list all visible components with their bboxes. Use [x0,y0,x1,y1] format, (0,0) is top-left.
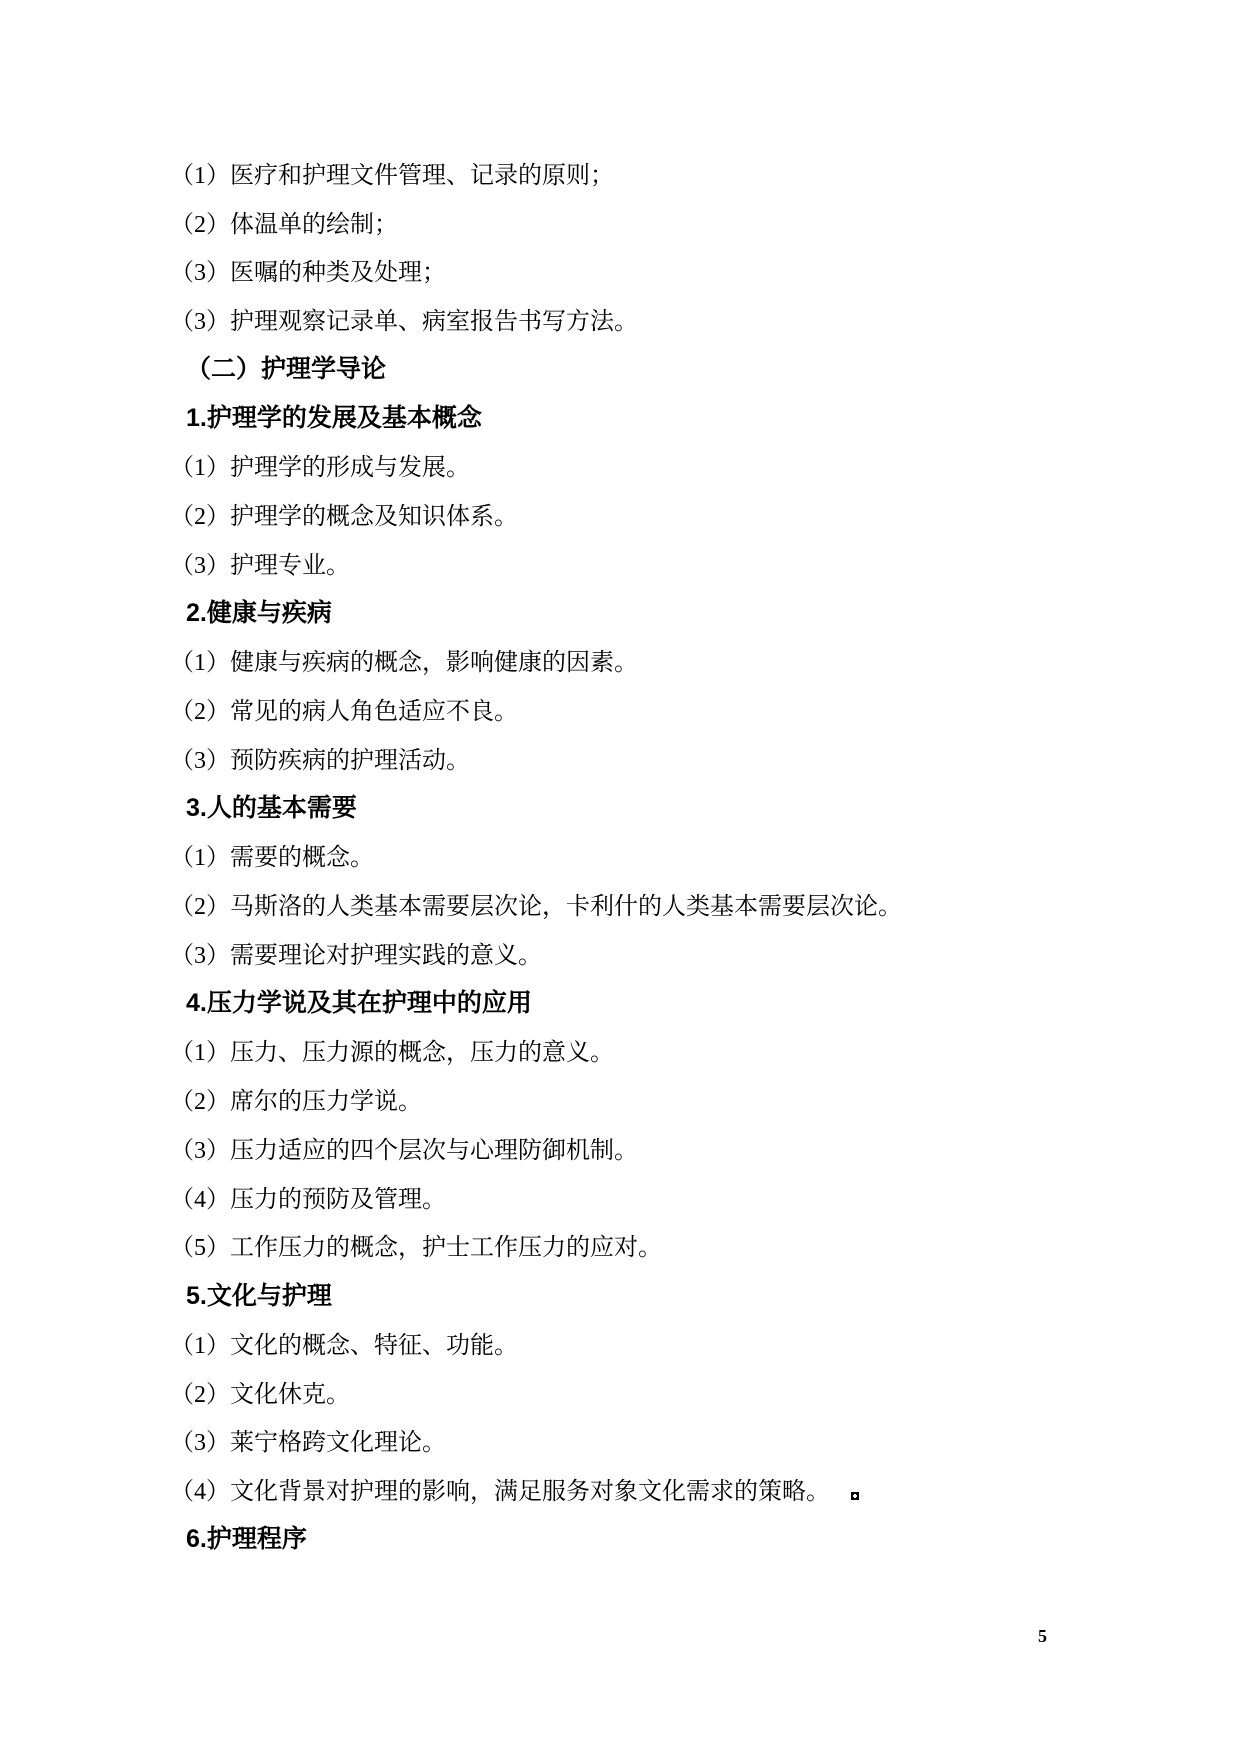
outline-item: （3）医嘱的种类及处理； [170,260,446,287]
outline-item: （5）工作压力的概念，护士工作压力的应对。 [170,1235,662,1262]
outline-item: （2）常见的病人角色适应不良。 [170,699,518,726]
outline-item: （3）预防疾病的护理活动。 [170,747,470,774]
topic-heading: 6.护理程序 [186,1525,307,1554]
outline-item: （1）健康与疾病的概念，影响健康的因素。 [170,650,638,677]
outline-item: （2）护理学的概念及知识体系。 [170,504,518,531]
outline-item: （1）护理学的形成与发展。 [170,455,470,482]
outline-item: （1）医疗和护理文件管理、记录的原则； [170,162,614,189]
outline-item: （3）护理观察记录单、病室报告书写方法。 [170,309,638,336]
outline-item: （1）需要的概念。 [170,845,374,872]
topic-heading: 1.护理学的发展及基本概念 [186,404,482,433]
page-number: 5 [1038,1626,1047,1646]
outline-item: （3）莱宁格跨文化理论。 [170,1430,446,1457]
outline-item: （4）文化背景对护理的影响，满足服务对象文化需求的策略。 [170,1479,830,1506]
outline-item: （4）压力的预防及管理。 [170,1186,446,1213]
topic-heading: 2.健康与疾病 [186,599,332,628]
outline-item: （2）马斯洛的人类基本需要层次论，卡利什的人类基本需要层次论。 [170,894,902,921]
outline-item: （3）需要理论对护理实践的意义。 [170,942,542,969]
topic-heading: 4.压力学说及其在护理中的应用 [186,989,532,1018]
topic-heading: 5.文化与护理 [186,1281,332,1310]
section-heading: （二）护理学导论 [186,355,387,384]
outline-item: （2）体温单的绘制； [170,211,398,238]
outline-item: （1）文化的概念、特征、功能。 [170,1332,518,1359]
outline-item: （2）文化休克。 [170,1381,350,1408]
syllabus-outline [0,148,1240,1562]
artifact-mark-icon [851,1492,859,1500]
outline-item: （3）护理专业。 [170,552,350,579]
topic-heading: 3.人的基本需要 [186,794,357,823]
outline-item: （1）压力、压力源的概念，压力的意义。 [170,1040,614,1067]
outline-item: （2）席尔的压力学说。 [170,1089,422,1116]
outline-item: （3）压力适应的四个层次与心理防御机制。 [170,1137,638,1164]
